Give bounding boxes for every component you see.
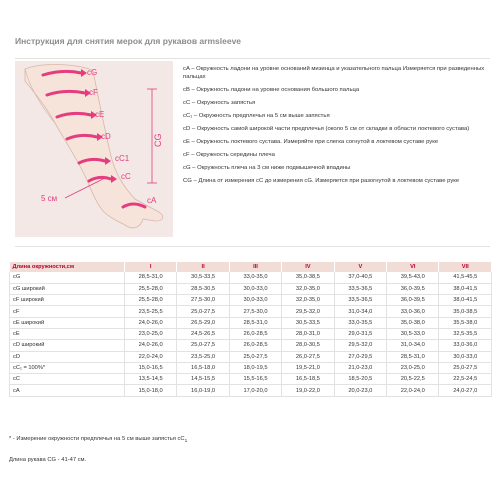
table-cell: 32,0-35,0	[282, 283, 334, 294]
table-cell: 15,0-16,5	[124, 362, 176, 373]
table-cell: 19,5-21,0	[282, 362, 334, 373]
table-cell: 15,5-16,5	[229, 374, 281, 385]
table-cell: 21,0-23,0	[334, 362, 386, 373]
table-cell: 15,0-18,0	[124, 385, 176, 396]
table-cell: 37,0-40,5	[334, 272, 386, 283]
table-cell: 36,0-39,5	[387, 283, 439, 294]
table-cell: 41,5-45,5	[439, 272, 492, 283]
size-column-header: II	[177, 262, 229, 272]
table-cell: 13,5-14,5	[124, 374, 176, 385]
row-label: cD	[10, 351, 125, 362]
table-cell: 35,0-38,5	[282, 272, 334, 283]
table-cell: 30,0-33,0	[439, 351, 492, 362]
footnote: * - Измерение окружности предплечья на 5 см выше запястья $cC_1$	[9, 436, 188, 445]
size-table	[9, 262, 492, 397]
row-label: cG широкий	[10, 283, 125, 294]
table-cell: 27,0-29,5	[334, 351, 386, 362]
measurement-legend	[183, 66, 493, 191]
table-cell: 26,0-28,5	[229, 328, 281, 339]
table-cell: 38,0-41,5	[439, 283, 492, 294]
table-cell: 31,0-34,0	[334, 306, 386, 317]
size-column-header: IV	[282, 262, 334, 272]
row-label: cD широкий	[10, 340, 125, 351]
table-cell: 19,0-22,0	[282, 385, 334, 396]
row-label: cF широкий	[10, 295, 125, 306]
table-cell: 22,0-24,0	[124, 351, 176, 362]
table-cell: 16,5-18,5	[282, 374, 334, 385]
table-cell: 26,5-29,0	[177, 317, 229, 328]
table-row	[10, 385, 492, 396]
size-column-header: III	[229, 262, 281, 272]
title-divider	[15, 58, 490, 59]
table-row	[10, 362, 492, 373]
size-column-header: VI	[387, 262, 439, 272]
table-row	[10, 351, 492, 362]
table-cell: 28,5-30,5	[177, 283, 229, 294]
table-cell: 33,0-35,5	[334, 317, 386, 328]
table-row	[10, 295, 492, 306]
table-cell: 24,0-27,0	[439, 385, 492, 396]
table-cell: 28,0-31,0	[282, 328, 334, 339]
table-cell: 27,5-30,0	[229, 306, 281, 317]
table-cell: 18,0-19,5	[229, 362, 281, 373]
table-cell: 23,5-25,5	[124, 306, 176, 317]
footnote-subscript: 1	[184, 439, 188, 445]
table-cell: 29,5-32,0	[334, 340, 386, 351]
size-table-body	[10, 272, 492, 396]
table-cell: 14,5-15,5	[177, 374, 229, 385]
table-cell: 25,5-28,0	[124, 283, 176, 294]
table-cell: 22,5-24,5	[439, 374, 492, 385]
row-label: cC	[10, 374, 125, 385]
table-cell: 25,0-27,5	[177, 340, 229, 351]
table-cell: 29,0-31,5	[334, 328, 386, 339]
table-cell: 36,0-39,5	[387, 295, 439, 306]
table-cell: 25,5-28,0	[124, 295, 176, 306]
table-row	[10, 328, 492, 339]
legend-item-cc1: cC₁ – Окружность предплечья на 5 см выше запястья	[183, 112, 330, 119]
table-cell: 33,0-36,0	[387, 306, 439, 317]
table-row	[10, 272, 492, 283]
table-cell: 28,5-31,0	[387, 351, 439, 362]
table-cell: 35,5-38,0	[439, 317, 492, 328]
table-cell: 23,0-25,0	[124, 328, 176, 339]
label-cf: cF	[89, 88, 98, 97]
table-row	[10, 374, 492, 385]
table-cell: 39,5-43,0	[387, 272, 439, 283]
size-table-header-label: Длина окружности,см	[10, 262, 125, 272]
legend-item-cf: cF – Окружность середины плеча	[183, 152, 275, 159]
table-cell: 38,0-41,5	[439, 295, 492, 306]
table-cell: 33,5-36,5	[334, 283, 386, 294]
table-cell: 27,5-30,0	[177, 295, 229, 306]
table-cell: 26,0-27,5	[282, 351, 334, 362]
table-cell: 24,0-26,0	[124, 317, 176, 328]
row-label: cA	[10, 385, 125, 396]
row-label: cE широкий	[10, 317, 125, 328]
size-table-header-row	[10, 262, 492, 272]
table-cell: 32,0-35,0	[282, 295, 334, 306]
table-cell: 23,0-25,0	[387, 362, 439, 373]
table-cell: 30,5-33,5	[177, 272, 229, 283]
legend-item-cd: cD – Окружность самой широкой части предплечья (около 5 см от складки в области локтевого сустава)	[183, 125, 470, 132]
legend-item-cb: cB – Окружность ладони на уровне основания большого пальца	[183, 86, 360, 93]
table-row	[10, 317, 492, 328]
table-cell: 32,5-35,5	[439, 328, 492, 339]
section-divider	[15, 246, 490, 247]
table-cell: 29,5-32,0	[282, 306, 334, 317]
table-cell: 25,0-27,5	[439, 362, 492, 373]
legend-item-cc: cC – Окружность запястья	[183, 99, 256, 106]
table-cell: 30,0-33,0	[229, 295, 281, 306]
row-label: cG	[10, 272, 125, 283]
page-title: Инструкция для снятия мерок для рукавов armsleeve	[15, 36, 242, 46]
table-cell: 28,0-30,5	[282, 340, 334, 351]
row-label: cF	[10, 306, 125, 317]
table-cell: 23,5-25,0	[177, 351, 229, 362]
table-cell: 30,0-33,0	[229, 283, 281, 294]
table-cell: 35,0-38,0	[387, 317, 439, 328]
table-cell: 33,5-36,5	[334, 295, 386, 306]
label-ce-upper: cE	[95, 110, 105, 119]
size-column-header: I	[124, 262, 176, 272]
table-cell: 30,5-33,0	[387, 328, 439, 339]
sleeve-length-note: Длина рукава CG - 41-47 см.	[9, 457, 87, 463]
table-row	[10, 283, 492, 294]
table-cell: 25,0-27,5	[177, 306, 229, 317]
legend-item-ca: cA – Окружность ладони на уровне оснований мизинца и указательного пальца Измеряется при разведенных пальцах	[183, 66, 485, 80]
table-cell: 20,5-22,5	[387, 374, 439, 385]
label-cd: cD	[101, 132, 111, 141]
arm-diagram	[15, 61, 173, 237]
table-cell: 30,5-33,5	[282, 317, 334, 328]
table-cell: 20,0-23,0	[334, 385, 386, 396]
table-cell: 33,0-35,0	[229, 272, 281, 283]
row-label: cC₁ = 100%*	[10, 362, 125, 373]
table-cell: 16,0-19,0	[177, 385, 229, 396]
label-5cm: 5 см	[41, 194, 58, 203]
table-row	[10, 340, 492, 351]
label-ca: cA	[147, 196, 157, 205]
size-column-header: VII	[439, 262, 492, 272]
table-cell: 26,0-28,5	[229, 340, 281, 351]
table-cell: 24,0-26,0	[124, 340, 176, 351]
label-cg: cG	[87, 68, 98, 77]
table-cell: 35,0-38,5	[439, 306, 492, 317]
legend-item-cg-length: CG – Длина от измерения cC до измерения cG. Измеряется при разогнутой в локтевом суставе руке	[183, 178, 460, 185]
table-cell: 22,0-24,0	[387, 385, 439, 396]
size-column-header: V	[334, 262, 386, 272]
legend-item-cg: cG – Окружность плеча на 3 см ниже подмышечной впадины	[183, 165, 351, 172]
table-cell: 28,5-31,0	[229, 317, 281, 328]
table-cell: 17,0-20,0	[229, 385, 281, 396]
label-cc: cC	[121, 172, 131, 181]
label-cc1: cC1	[115, 154, 130, 163]
legend-item-ce: cE – Окружность локтевого сустава. Измеряйте при слегка согнутой в локтевом суставе руке	[183, 138, 439, 145]
table-cell: 31,0-34,0	[387, 340, 439, 351]
table-cell: 28,5-31,0	[124, 272, 176, 283]
row-label: cE	[10, 328, 125, 339]
table-cell: 25,0-27,5	[229, 351, 281, 362]
table-cell: 16,5-18,0	[177, 362, 229, 373]
table-cell: 33,0-36,0	[439, 340, 492, 351]
label-cg-length: CG	[153, 133, 163, 147]
table-cell: 18,5-20,5	[334, 374, 386, 385]
arm-measurement-illustration	[15, 61, 173, 237]
table-row	[10, 306, 492, 317]
table-cell: 24,5-26,5	[177, 328, 229, 339]
